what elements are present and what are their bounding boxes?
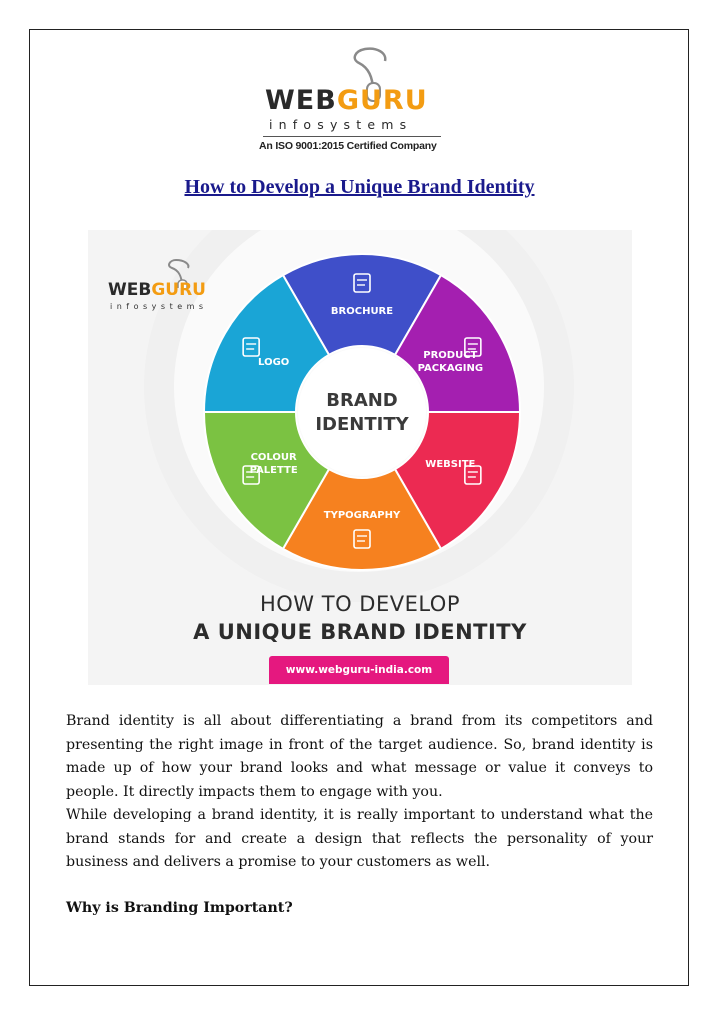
logo-web-text: WEB [265,85,337,116]
logo-divider [263,136,441,137]
wheel-segment-label: PRODUCT PACKAGING [417,350,484,374]
wheel-segment-label: COLOUR PALETTE [249,452,298,476]
logo-guru-text: GURU [336,85,428,116]
iso-tagline: An ISO 9001:2015 Certified Company [259,140,437,152]
webguru-logo [255,45,455,155]
wheel-center-label: BRAND IDENTITY [315,390,409,435]
infographic-url: www.webguru-india.com [269,656,449,684]
wheel-segment-label: BROCHURE [330,306,394,317]
infographic-heading-line1: HOW TO DEVELOP [259,592,460,616]
paragraph: Brand identity is all about differentiating a brand from its competitors and presenting the right image in front of the target audience. So, brand identity is made up of how your brand looks and what message or value it conveys to people. It directly impacts them to engage with you. [66,713,653,800]
wheel-segment-label: LOGO [258,357,290,368]
wheel-segment-label: WEBSITE [425,459,476,470]
paragraph: While developing a brand identity, it is really important to understand what the brand stands for and create a design that reflects the personality of your business and delivers a promise to your customers as well. [66,807,653,870]
infographic-logo-web: WEB [108,280,152,300]
logo-subtitle: infosystems [269,117,413,132]
section-subheading: Why is Branding Important? [66,900,293,916]
wheel-segment-label: TYPOGRAPHY [323,510,401,521]
brand-identity-infographic [88,230,632,685]
body-text [66,710,653,875]
document-title: How to Develop a Unique Brand Identity [184,176,535,198]
infographic-logo-guru: GURU [151,280,206,300]
infographic-logo-wordmark [108,280,206,300]
wheel-center [298,348,426,476]
brand-wheel [202,252,522,572]
logo-wordmark [265,85,428,116]
infographic-logo-subtitle: infosystems [110,302,208,311]
infographic-heading-line2: A UNIQUE BRAND IDENTITY [193,620,527,644]
